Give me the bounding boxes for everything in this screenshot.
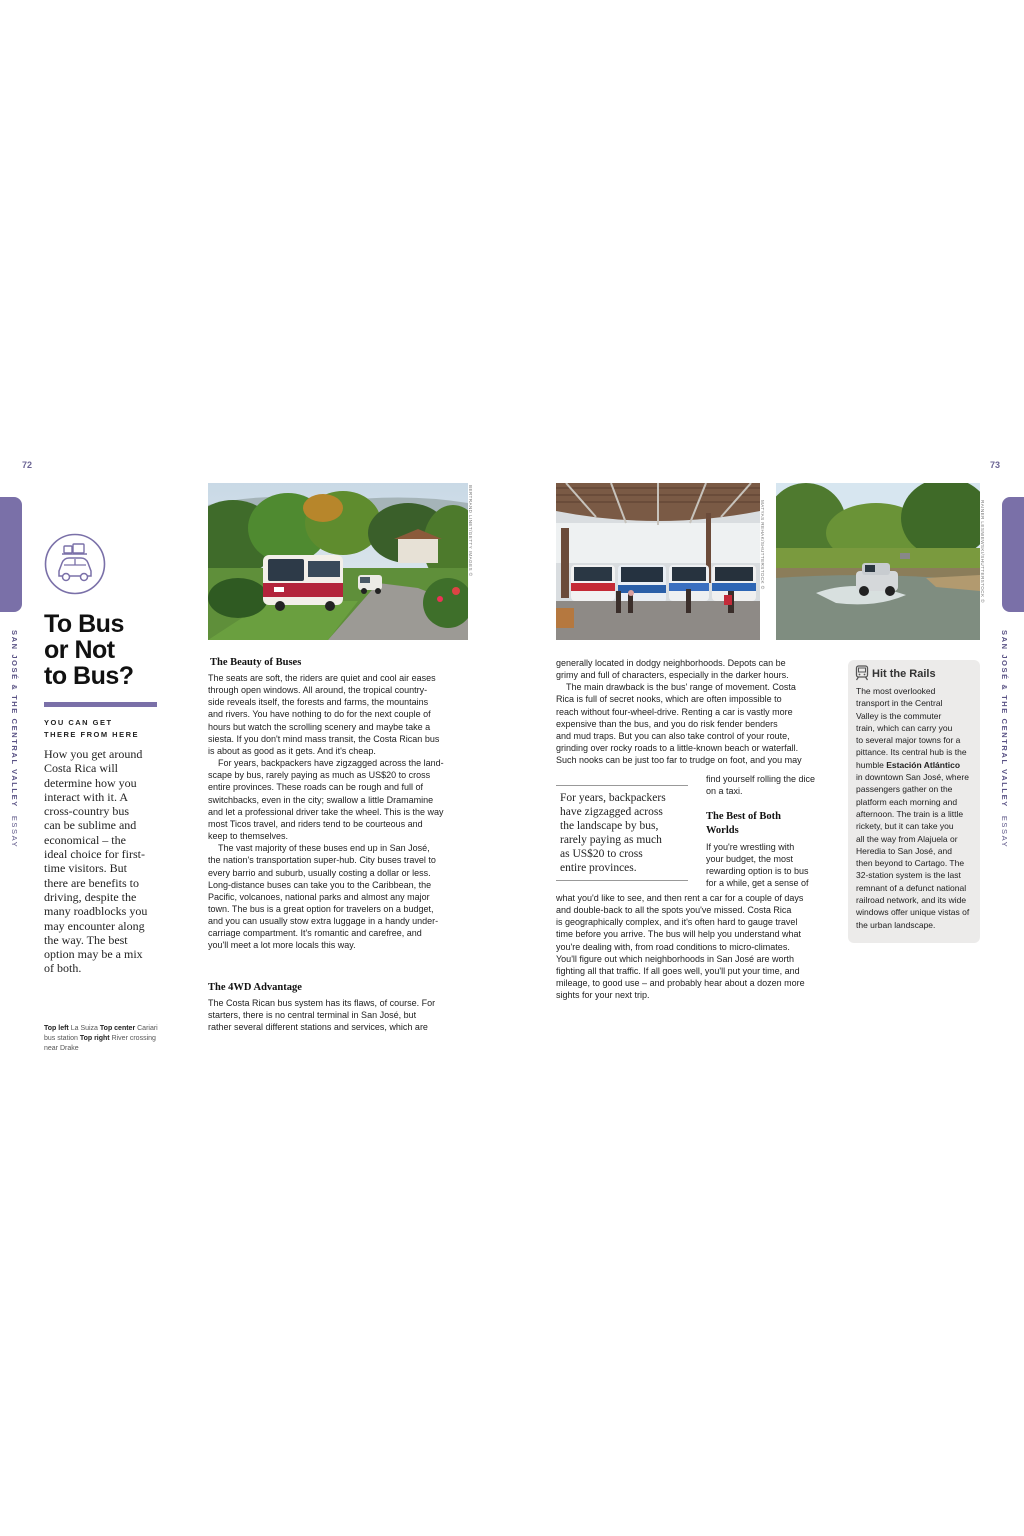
running-head-left [10,630,19,848]
sidebar-line: the urban landscape. [856,919,936,930]
body-line: starters, there is no central terminal in San José, but [208,1010,417,1021]
article-intro [44,747,162,976]
pullquote-line: as US$20 to cross [560,848,643,860]
sidebar-text [856,685,978,931]
car-with-luggage-icon [44,533,106,595]
body-line: Rica is full of secret nooks, which are often impossible to [556,694,782,705]
section-heading-best-of-both-worlds [706,810,781,838]
sidebar-line: 32-station system is the last [856,870,961,881]
sidebar-line: pittance. Its central hub is the [856,747,967,758]
body-line: on a taxi. [706,786,743,797]
body-line: grimy and full of characters, especially in the darker hours. [556,670,789,681]
heading-line: The Best of Both [706,811,781,822]
kicker-line: THERE FROM HERE [44,730,140,739]
body-column-middle-cont [208,997,476,1033]
sidebar-line: transport in the Central [856,698,943,709]
body-line: keep to themselves. [208,831,289,842]
body-line: through open windows. All around, the tropical country- [208,685,428,696]
body-line: grinding over rocky roads to a little-known beach or waterfall. [556,743,799,754]
running-head-section: ESSAY [1000,815,1009,849]
running-head-right [1000,630,1009,848]
body-line: mileage, to good use – and probably hear about a dozen more [556,978,805,989]
body-line: reach without four-wheel-drive. Renting a car is vastly more [556,706,793,717]
body-line: sights for your next trip. [556,990,650,1001]
pullquote-rule-bottom [556,880,688,881]
body-line: switchbacks, even in the city; swallow a little Dramamine [208,794,434,805]
sidebar-line: afternoon. The train is a little [856,808,964,819]
intro-line: many roadblocks you [44,904,148,919]
title-rule [44,702,157,707]
intro-line: option may be a mix [44,947,143,962]
intro-line: ideal choice for first- [44,847,145,862]
body-line: siesta. If you don't mind mass transit, the Costa Rican bus [208,733,440,744]
section-heading-4wd-advantage: The 4WD Advantage [208,982,302,993]
body-column-right [556,657,841,766]
kicker-line: YOU CAN GET [44,718,113,727]
body-line: scape by bus, rarely paying as much as US$20 to cross [208,770,431,781]
body-line: your budget, the most [706,854,794,865]
body-line: Long-distance buses can take you to the Caribbean, the [208,879,432,890]
heading-line: Worlds [706,825,739,836]
page-number-right: 73 [990,460,1001,470]
body-line: every barrio and suburb, usually costing a dollar or less. [208,867,431,878]
body-line: and rivers. You have nothing to do for the next couple of [208,709,431,720]
caption-text: bus station [44,1035,80,1042]
intro-line: Costa Rica will [44,761,118,776]
section-heading-beauty-of-buses: The Beauty of Buses [210,657,302,668]
photo-credit: MATYAS REHAK/SHUTTERSTOCK © [760,500,765,590]
intro-line: cross-country bus [44,804,129,819]
body-column-right-bottom [556,892,841,1001]
section-tab-left [0,497,22,612]
pullquote-line: have zigzagged across [560,806,663,818]
caption-label: Top right [79,1035,110,1042]
body-column-right-narrow-2 [706,841,841,890]
body-line: hours but watch the scrolling scenery and maybe take a [208,721,431,732]
intro-line: economical – the [44,832,126,847]
photo-credit: RAINER LESNIEWSKI/SHUTTERSTOCK © [980,500,985,603]
body-line: rather several different stations and services, which are [208,1022,428,1033]
title-line: to Bus? [44,662,134,690]
caption-label: Top left [44,1025,69,1032]
body-line: for a while, get a sense of [706,878,809,889]
pullquote-line: entire provinces. [560,862,637,874]
article-title [44,611,134,689]
body-line: Such nooks can be just too far to trudge on foot, and you may [556,755,802,766]
sidebar-line: to several major towns for a [856,735,961,746]
sidebar-line: Heredia to San José, and [856,845,952,856]
body-line: generally located in dodgy neighborhoods. Depots can be [556,658,786,668]
caption-text: La Suiza [68,1025,100,1032]
body-line: the nation's transportation super-hub. City buses travel to [208,855,436,866]
body-line: For years, backpackers have zigzagged across the land- [218,758,444,769]
train-icon [855,665,869,681]
body-line: and let a professional driver take the wheel. This is the way [208,806,444,817]
intro-line: time visitors. But [44,861,128,876]
caption-text: River crossing [109,1035,156,1042]
body-line: time before you arrive. The bus will help you understand what [556,929,801,940]
body-line: and mud traps. But you can also take control of your route, [556,730,790,741]
sidebar-line: windows offer unique vistas of [856,907,970,918]
article-kicker [44,717,139,741]
body-line: The main drawback is the bus' range of movement. Costa [566,682,796,693]
running-head-section: ESSAY [10,815,19,849]
body-line: carriage compartment. It's romantic and carefree, and [208,928,422,939]
body-line: and double-back to all the spots you've missed. Costa Rica [556,905,792,916]
intro-line: driving, despite the [44,889,137,904]
photo-bus-on-road [208,483,468,640]
running-head-label: SAN JOSÉ & THE CENTRAL VALLEY [10,630,19,808]
body-line: entire provinces. These roads can be rough and full of [208,782,423,793]
sidebar-line: Valley is the commuter [856,710,942,721]
body-line: expensive than the bus, and you do risk fender benders [556,718,778,729]
body-line: town. The bus is a great option for travelers on a budget, [208,903,434,914]
body-line: and you can usually stow extra luggage in a handy under- [208,916,439,927]
running-head-label: SAN JOSÉ & THE CENTRAL VALLEY [1000,630,1009,808]
caption-text: near Drake [44,1045,79,1052]
intro-line: determine how you [44,775,137,790]
body-line: If you're wrestling with [706,842,795,852]
intro-line: may encounter along [44,918,145,933]
sidebar-line: train, which can carry you [856,722,953,733]
intro-line: can be sublime and [44,818,137,833]
body-line: fighting all that traffic. If all goes well, you'll put your time, and [556,965,800,976]
sidebar-line: railroad network, and its wide [856,895,967,906]
body-column-middle [208,672,476,952]
sidebar-line: all the way from Alajuela or [856,833,958,844]
photo-bus-station [556,483,760,640]
caption-label: Top center [99,1025,136,1032]
photo-caption [44,1024,164,1054]
section-tab-right [1002,497,1024,612]
body-line: most Ticos travel, and riders tend to be courteous and [208,818,423,829]
body-line: You'll figure out which neighborhoods in San José are worth [556,953,795,964]
photo-credit: BERTRAND LINET/GETTY IMAGES © [468,485,473,577]
sidebar-bold-term: Estación Atlántico [886,759,961,770]
intro-line: interact with it. A [44,789,128,804]
pullquote-line: rarely paying as much [560,834,662,846]
sidebar-line: rickety, but it can take you [856,821,954,832]
pullquote-line: For years, backpackers [560,792,666,804]
sidebar-line: in downtown San José, where [856,772,969,783]
body-line: you'll meet a lot more locals this way. [208,940,356,951]
pullquote-rule-top [556,785,688,786]
body-line: is geographically complex, and it's often hard to gauge travel [556,917,798,928]
intro-line: the way. The best [44,932,128,947]
intro-line: How you get around [44,747,143,761]
sidebar-line: The most overlooked [856,686,936,696]
sidebar-line: passengers gather on the [856,784,953,795]
intro-line: there are benefits to [44,875,139,890]
body-line: Pacific, volcanoes, national parks and almost any major [208,891,430,902]
caption-text: Cariari [135,1025,158,1032]
title-line: or Not [44,636,115,664]
body-line: you're dealing with, from road conditions to micro-climates. [556,941,790,952]
body-line: rewarding option is to bus [706,866,809,877]
body-column-right-narrow [706,773,841,797]
intro-line: of both. [44,961,82,976]
sidebar-line-text: humble [856,759,887,770]
pull-quote [560,791,688,875]
body-line: The Costa Rican bus system has its flaws, of course. For [208,998,436,1008]
body-line: what you'd like to see, and then rent a car for a couple of days [556,893,804,903]
body-line: find yourself rolling the dice [706,774,816,784]
sidebar-line: remnant of a defunct national [856,882,967,893]
pullquote-line: the landscape by bus, [560,820,659,832]
page-number-left: 72 [22,460,33,470]
sidebar-line: platform each morning and [856,796,958,807]
sidebar-title: Hit the Rails [872,668,936,680]
body-line: The vast majority of these buses end up in San José, [218,843,430,854]
body-line: side reveals itself, the forests and farms, the mountains [208,697,429,708]
title-line: To Bus [44,610,124,638]
photo-river-crossing [776,483,980,640]
body-line: The seats are soft, the riders are quiet and cool air eases [208,673,436,683]
sidebar-line [856,759,978,771]
sidebar-line: then beyond to Cartago. The [856,858,965,869]
body-line: is about as good as it gets. And it's cheap. [208,745,376,756]
